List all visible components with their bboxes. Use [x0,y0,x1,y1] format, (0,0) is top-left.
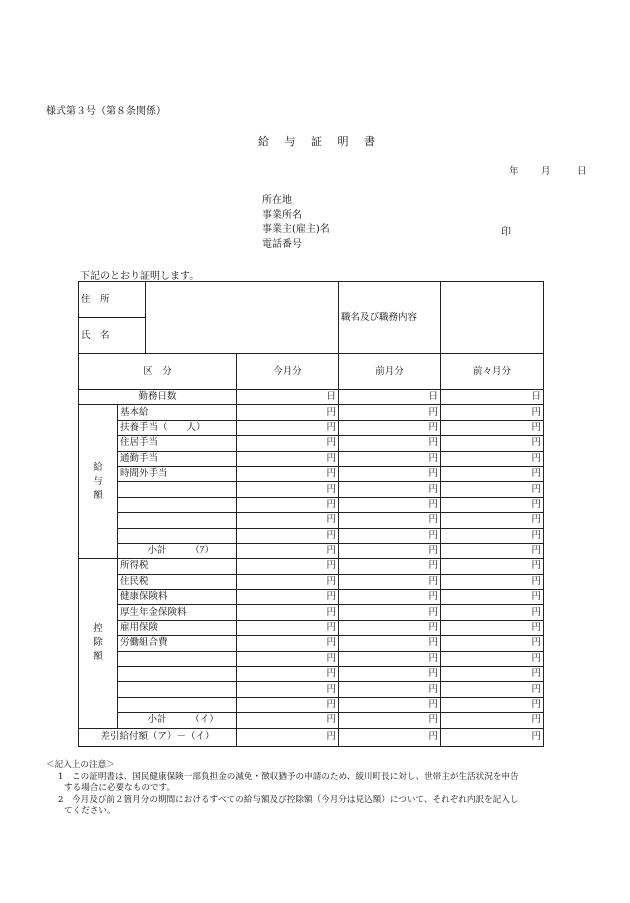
work-days-two-months-ago[interactable]: 日 [441,390,544,405]
deduction-subtotal-last-month[interactable]: 円 [339,713,441,728]
note-2-line-1: 2 今月及び前２箇月分の期間におけるすべての給与額及び控除額（今月分は見込額）について、それぞれ内訳を記入し [58,794,519,805]
salary-item-this-month[interactable]: 円 [237,420,339,435]
deduction-item-this-month[interactable]: 円 [237,620,339,635]
deduction-item-two-months-ago[interactable]: 円 [441,651,544,666]
salary-item-label: 扶養手当（ 人） [118,420,237,435]
deduction-row [79,559,544,574]
employer-phone: 電話番号 [262,238,302,250]
salary-item-this-month[interactable]: 円 [237,405,339,420]
work-days-this-month[interactable]: 日 [237,390,339,405]
deduction-item-label: 住民税 [118,574,237,589]
salary-row [79,528,544,543]
salary-item-last-month[interactable]: 円 [339,420,441,435]
deduction-item-label [118,651,237,666]
deduction-item-last-month[interactable]: 円 [339,559,441,574]
salary-item-last-month[interactable]: 円 [339,482,441,497]
salary-item-last-month[interactable]: 円 [339,466,441,481]
salary-item-two-months-ago[interactable]: 円 [441,405,544,420]
deduction-group-char: 除 [93,637,103,649]
deduction-item-label: 所得税 [118,559,237,574]
salary-item-this-month[interactable]: 円 [237,528,339,543]
work-days-label: 勤務日数 [79,390,237,405]
net-pay-two-months-ago[interactable]: 円 [441,728,544,746]
salary-subtotal-spacer [118,543,146,558]
deduction-row [79,620,544,635]
deduction-item-two-months-ago[interactable]: 円 [441,590,544,605]
salary-item-two-months-ago[interactable]: 円 [441,482,544,497]
salary-item-label [118,482,237,497]
form-number: 様式第３号（第８条関係） [46,106,166,117]
salary-subtotal-row [79,543,544,558]
name-label: 氏 名 [79,318,146,354]
salary-item-two-months-ago[interactable]: 円 [441,466,544,481]
deduction-item-last-month[interactable]: 円 [339,682,441,697]
date-day: 日 [577,166,587,177]
salary-subtotal-two-months-ago[interactable]: 円 [441,543,544,558]
deduction-item-last-month[interactable]: 円 [339,605,441,620]
net-pay-label: 差引給付額（ア）－（イ） [79,728,237,746]
deduction-item-two-months-ago[interactable]: 円 [441,697,544,712]
salary-item-two-months-ago[interactable]: 円 [441,513,544,528]
deduction-item-this-month[interactable]: 円 [237,682,339,697]
deduction-item-last-month[interactable]: 円 [339,636,441,651]
salary-item-last-month[interactable]: 円 [339,436,441,451]
salary-row [79,466,544,481]
salary-item-last-month[interactable]: 円 [339,497,441,512]
work-days-last-month[interactable]: 日 [339,390,441,405]
deduction-item-last-month[interactable]: 円 [339,620,441,635]
deduction-item-this-month[interactable]: 円 [237,605,339,620]
salary-item-last-month[interactable]: 円 [339,513,441,528]
salary-item-this-month[interactable]: 円 [237,482,339,497]
date-year: 年 [509,166,519,177]
salary-group-char: 与 [93,475,103,487]
date-month: 月 [541,166,551,177]
salary-certificate-table [78,281,544,747]
deduction-item-two-months-ago[interactable]: 円 [441,605,544,620]
deduction-row [79,605,544,620]
salary-row [79,405,544,420]
salary-row [79,513,544,528]
salary-item-last-month[interactable]: 円 [339,528,441,543]
column-last-month: 前月分 [339,354,441,390]
deduction-row [79,682,544,697]
document-title: 給 与 証 明 書 [258,135,381,148]
note-1-line-2: する場合に必要なものです。 [64,783,176,793]
notes-heading: ＜記入上の注意＞ [46,760,115,770]
deduction-item-this-month[interactable]: 円 [237,667,339,682]
salary-item-this-month[interactable]: 円 [237,497,339,512]
employer-block [262,194,330,252]
deduction-item-last-month[interactable]: 円 [339,697,441,712]
deduction-item-two-months-ago[interactable]: 円 [441,620,544,635]
address-label: 住 所 [79,282,146,318]
deduction-item-two-months-ago[interactable]: 円 [441,667,544,682]
deduction-item-this-month[interactable]: 円 [237,636,339,651]
salary-item-this-month[interactable]: 円 [237,436,339,451]
salary-item-this-month[interactable]: 円 [237,466,339,481]
notes-section [46,760,519,818]
salary-group-label [79,405,118,559]
salary-item-label: 時間外手当 [118,466,237,481]
salary-item-label [118,497,237,512]
deduction-item-label: 雇用保険 [118,620,237,635]
salary-group-char: 給 [93,461,103,473]
deduction-item-two-months-ago[interactable]: 円 [441,636,544,651]
salary-item-label: 住居手当 [118,436,237,451]
salary-item-this-month[interactable]: 円 [237,513,339,528]
deduction-subtotal-two-months-ago[interactable]: 円 [441,713,544,728]
salary-row [79,451,544,466]
salary-item-last-month[interactable]: 円 [339,451,441,466]
deduction-item-two-months-ago[interactable]: 円 [441,559,544,574]
deduction-row [79,697,544,712]
employer-office-name: 事業所名 [262,209,302,221]
note-1-line-1: 1 この証明書は、国民健康保険一部負担金の減免・徴収猶予の申請のため、綾川町長に対し、世帯主が生活状況を申告 [58,771,519,782]
deduction-row [79,574,544,589]
salary-subtotal-label: 小計 （ｱ） [146,543,237,558]
salary-item-label [118,528,237,543]
position-value[interactable] [441,282,544,354]
salary-row [79,436,544,451]
deduction-subtotal-label: 小計 （イ） [146,713,237,728]
salary-row [79,482,544,497]
deduction-group-label [79,559,118,728]
deduction-item-two-months-ago[interactable]: 円 [441,574,544,589]
deduction-group-char: 額 [93,651,103,663]
salary-item-two-months-ago[interactable]: 円 [441,420,544,435]
salary-item-label: 基本給 [118,405,237,420]
column-this-month: 今月分 [237,354,339,390]
column-two-months-ago: 前々月分 [441,354,544,390]
deduction-item-last-month[interactable]: 円 [339,667,441,682]
deduction-subtotal-spacer [118,713,146,728]
position-label: 職名及び職務内容 [339,282,441,354]
salary-row [79,497,544,512]
employer-name: 事業主(雇主)名 [262,224,330,235]
deduction-item-label: 健康保険料 [118,590,237,605]
deduction-row [79,667,544,682]
deduction-item-label [118,697,237,712]
deduction-row [79,590,544,605]
salary-item-two-months-ago[interactable]: 円 [441,451,544,466]
salary-row [79,420,544,435]
net-pay-this-month[interactable]: 円 [237,728,339,746]
deduction-item-last-month[interactable]: 円 [339,574,441,589]
salary-item-two-months-ago[interactable]: 円 [441,528,544,543]
deduction-item-label: 厚生年金保険料 [118,605,237,620]
salary-group-char: 額 [93,489,103,501]
deduction-row [79,651,544,666]
net-pay-last-month[interactable]: 円 [339,728,441,746]
salary-item-this-month[interactable]: 円 [237,451,339,466]
deduction-subtotal-row [79,713,544,728]
salary-item-last-month[interactable]: 円 [339,405,441,420]
table-body [79,282,544,747]
deduction-item-last-month[interactable]: 円 [339,590,441,605]
intro-text: 下記のとおり証明します。 [80,271,200,282]
salary-item-label [118,513,237,528]
deduction-item-this-month[interactable]: 円 [237,559,339,574]
deduction-item-label [118,667,237,682]
employer-location: 所在地 [262,195,292,206]
deduction-subtotal-this-month[interactable]: 円 [237,713,339,728]
column-category: 区 分 [79,354,237,390]
deduction-item-two-months-ago[interactable]: 円 [441,682,544,697]
note-2-line-2: てください。 [64,806,116,816]
deduction-group-char: 控 [93,623,103,635]
deduction-row [79,636,544,651]
salary-item-two-months-ago[interactable]: 円 [441,436,544,451]
deduction-item-this-month[interactable]: 円 [237,651,339,666]
salary-subtotal-this-month[interactable]: 円 [237,543,339,558]
address-value[interactable] [146,282,339,354]
deduction-item-this-month[interactable]: 円 [237,574,339,589]
salary-subtotal-last-month[interactable]: 円 [339,543,441,558]
deduction-item-label [118,682,237,697]
seal-mark: 印 [501,227,511,238]
deduction-item-this-month[interactable]: 円 [237,697,339,712]
deduction-item-this-month[interactable]: 円 [237,590,339,605]
net-pay-row [79,728,544,746]
salary-item-label: 通勤手当 [118,451,237,466]
deduction-item-last-month[interactable]: 円 [339,651,441,666]
deduction-item-label: 労働組合費 [118,636,237,651]
salary-item-two-months-ago[interactable]: 円 [441,497,544,512]
